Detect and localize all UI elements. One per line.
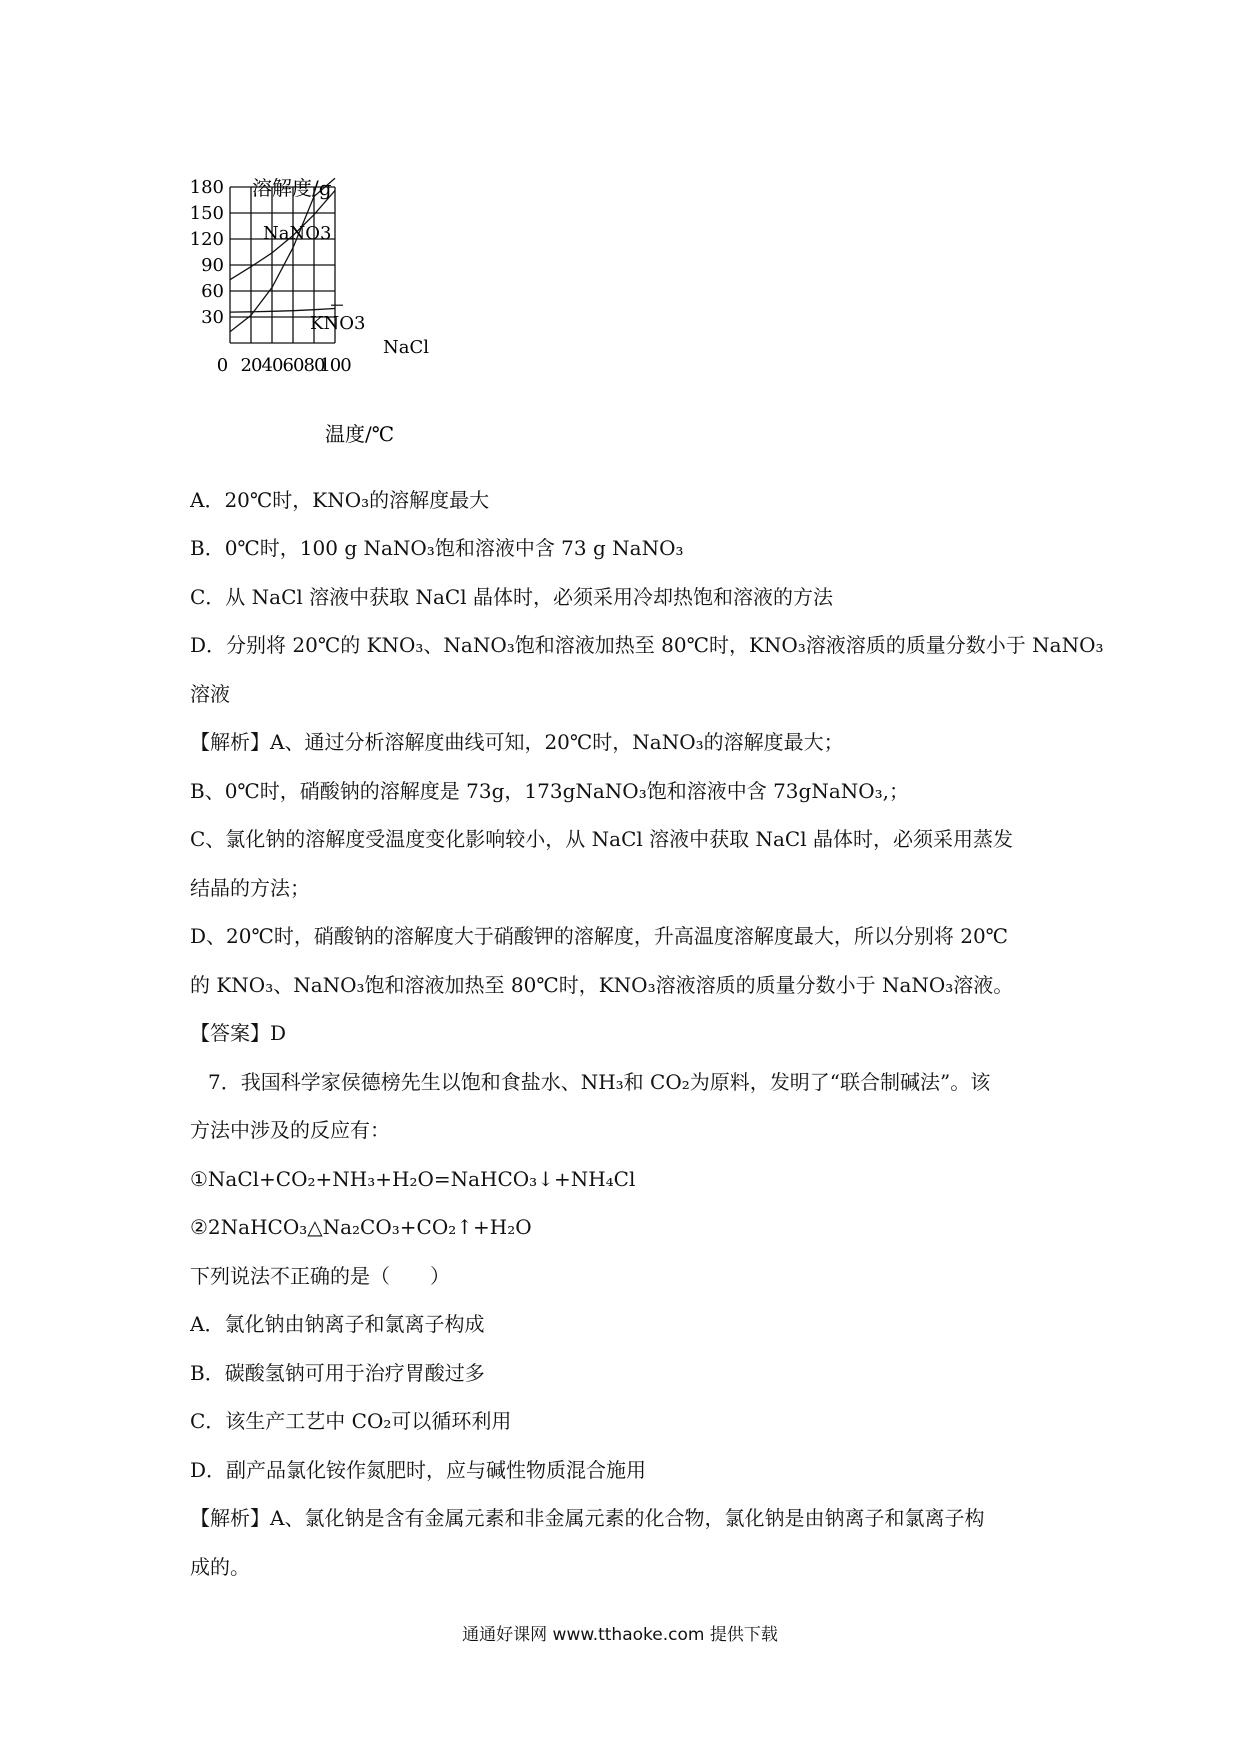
kno3-label: KNO3 <box>310 313 366 334</box>
analysis-c: C、氯化钠的溶解度受温度变化影响较小，从 NaCl 溶液中获取 NaCl 晶体时，必须采用蒸发 <box>190 827 1013 851</box>
option-d: D．分别将 20℃的 KNO₃、NaNO₃饱和溶液加热至 80℃时，KNO₃溶液溶质的质量分数小于 NaNO₃ <box>190 633 1104 657</box>
x-tick-label: 80 <box>303 355 325 376</box>
x-tick-label: 0 <box>216 355 228 376</box>
q7-option-a: A．氯化钠由钠离子和氯离子构成 <box>190 1312 485 1336</box>
answer: 【答案】D <box>190 1021 287 1045</box>
page-footer: 通通好课网 www.tthaoke.com 提供下载 <box>462 1625 778 1645</box>
option-a: A．20℃时，KNO₃的溶解度最大 <box>190 488 490 512</box>
x-tick-label: 20 <box>240 355 262 376</box>
q7-option-b: B．碳酸氢钠可用于治疗胃酸过多 <box>190 1361 485 1385</box>
reaction-2: ②2NaHCO₃△Na₂CO₃+CO₂↑+H₂O <box>190 1215 532 1239</box>
x-tick-labels <box>217 355 351 376</box>
analysis-b: B、0℃时，硝酸钠的溶解度是 73g，173gNaNO₃饱和溶液中含 73gNaNO₃,； <box>190 779 910 803</box>
q7-option-c: C．该生产工艺中 CO₂可以循环利用 <box>190 1409 512 1433</box>
question-prompt: 下列说法不正确的是（ ） <box>190 1264 450 1288</box>
option-d-cont: 溶液 <box>190 682 230 706</box>
q7-option-d: D．副产品氯化铵作氮肥时，应与碱性物质混合施用 <box>190 1458 647 1482</box>
q7-analysis-a-cont: 成的。 <box>190 1555 250 1579</box>
x-axis-label: 温度/℃ <box>325 422 395 446</box>
nano3-label: NaNO3 <box>263 223 332 244</box>
y-tick-label: 180 <box>189 177 224 198</box>
kno3-curve <box>230 178 335 331</box>
analysis-a: 【解析】A、通过分析溶解度曲线可知，20℃时，NaNO₃的溶解度最大； <box>190 730 844 754</box>
option-c: C．从 NaCl 溶液中获取 NaCl 晶体时，必须采用冷却热饱和溶液的方法 <box>190 585 833 609</box>
analysis-d: D、20℃时，硝酸钠的溶解度大于硝酸钾的溶解度，升高温度溶解度最大，所以分别将 20℃ <box>190 924 1009 948</box>
analysis-d-cont: 的 KNO₃、NaNO₃饱和溶液加热至 80℃时，KNO₃溶液溶质的质量分数小于 NaNO₃溶液。 <box>190 973 1014 997</box>
analysis-c-cont: 结晶的方法； <box>190 876 310 900</box>
option-b: B．0℃时，100 g NaNO₃饱和溶液中含 73 g NaNO₃ <box>190 536 684 560</box>
y-tick-label: 30 <box>201 307 224 328</box>
y-tick-label: 120 <box>189 229 224 250</box>
q7-analysis-a: 【解析】A、氯化钠是含有金属元素和非金属元素的化合物，氯化钠是由钠离子和氯离子构 <box>190 1506 985 1530</box>
solubility-chart <box>189 175 460 450</box>
x-tick-label: 100 <box>319 355 351 376</box>
nacl-curve <box>230 309 335 313</box>
question-7: 7．我国科学家侯德榜先生以饱和食盐水、NH₃和 CO₂为原料，发明了“联合制碱法”。该 <box>208 1070 991 1094</box>
reaction-1: ①NaCl+CO₂+NH₃+H₂O=NaHCO₃↓+NH₄Cl <box>190 1167 636 1191</box>
x-tick-label: 60 <box>282 355 304 376</box>
y-tick-label: 90 <box>201 255 224 276</box>
x-tick-label: 40 <box>261 355 283 376</box>
question-7-cont: 方法中涉及的反应有： <box>190 1118 390 1142</box>
y-tick-label: 150 <box>189 203 224 224</box>
nacl-label: NaCl <box>383 337 430 358</box>
y-axis-label: 溶解度/g <box>252 176 332 200</box>
y-tick-label: 60 <box>201 281 224 302</box>
solubility-curves <box>230 178 343 331</box>
y-tick-labels <box>190 177 224 328</box>
